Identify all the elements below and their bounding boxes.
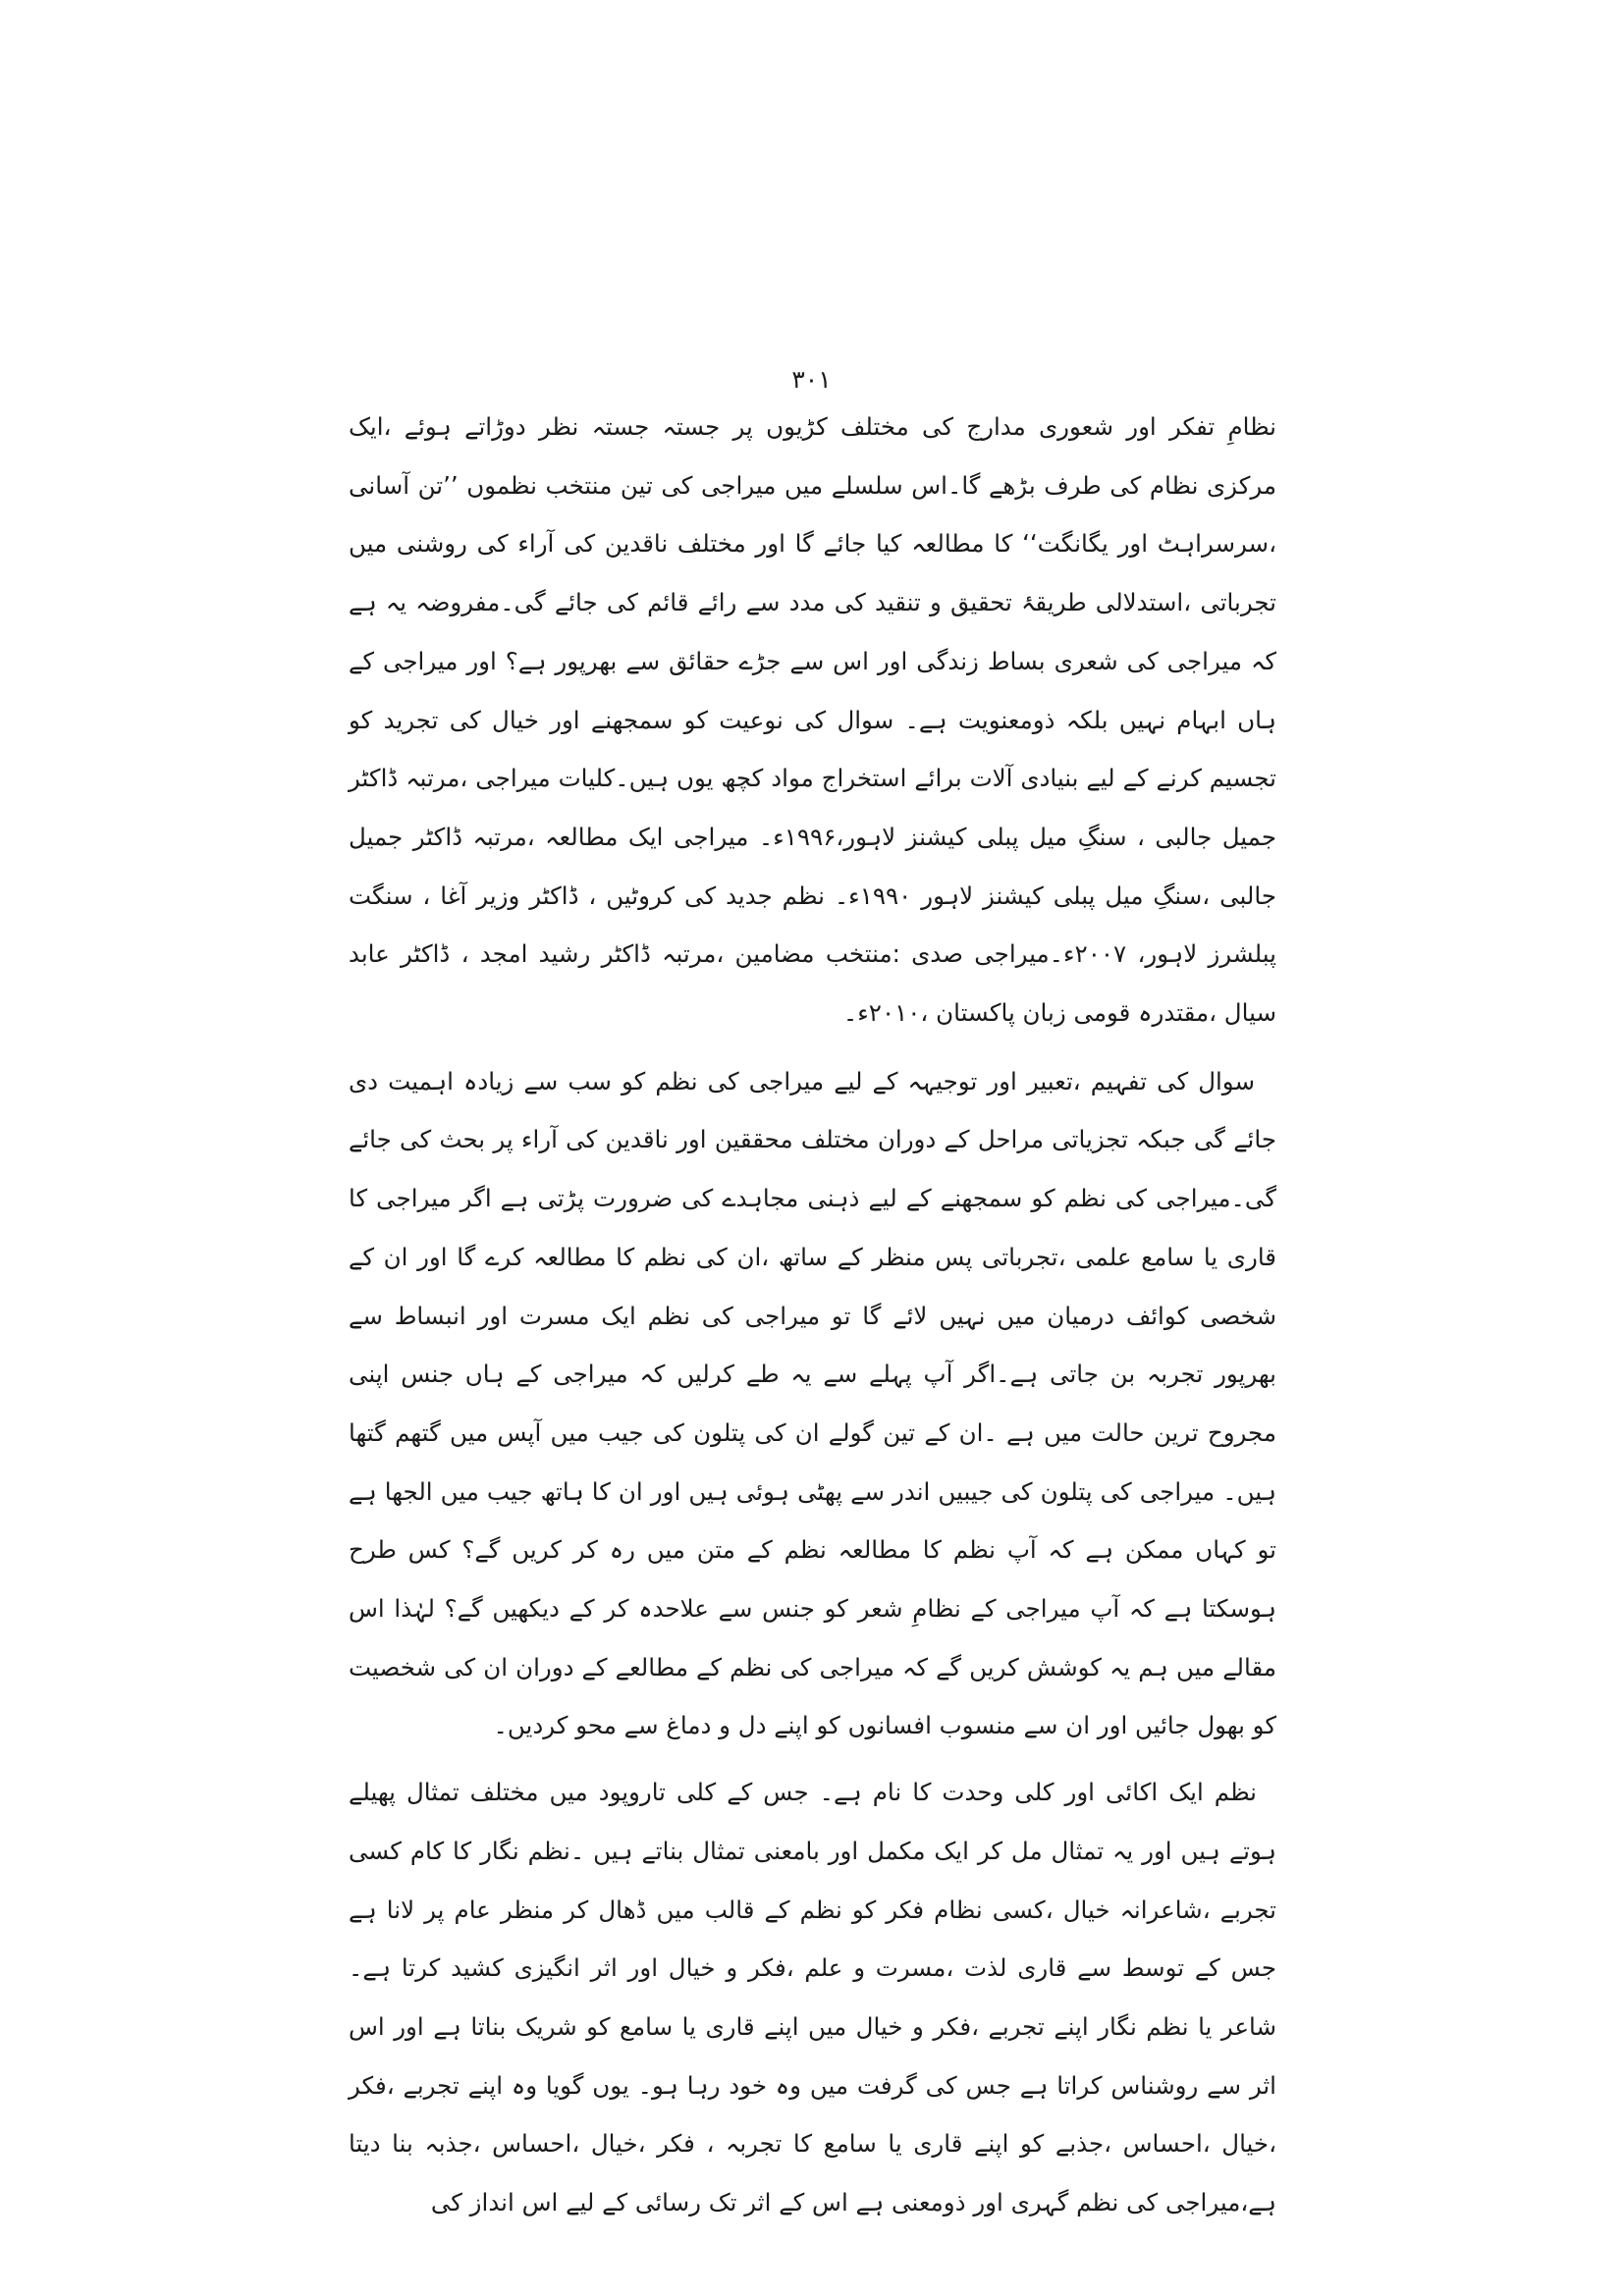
paragraph-1: نظامِ تفکر اور شعوری مدارج کی مختلف کڑیوں پر جستہ جستہ نظر دوڑاتے ہوئے ،ایک مرکزی نظام کی طرف بڑھے گا۔اس سلسلے میں میراجی کی تین منتخب نظموں ’’تن آسانی ،سرسراہٹ اور یگانگت‘‘ کا مطالعہ کیا جائے گا اور مختلف ناقدین کی آراء کی روشنی میں تجرباتی ،استدلالی طریقۂ تحقیق و تنقید کی مدد سے رائے قائم کی جائے گی۔مفروضہ یہ ہے کہ میراجی کی شعری بساط زندگی اور اس سے جڑے حقائق سے بھرپور ہے؟ اور میراجی کے ہاں ابہام نہیں بلکہ ذومعنویت ہے۔ سوال کی نوعیت کو سمجھنے اور خیال کی تجرید کو تجسیم کرنے کے لیے بنیادی آلات برائے استخراج مواد کچھ یوں ہیں۔کلیات میراجی ،مرتبہ ڈاکٹر جمیل جالبی ، سنگِ میل پبلی کیشنز لاہور،۱۹۹۶ء۔ میراجی ایک مطالعہ ،مرتبہ ڈاکٹر جمیل جالبی ،سنگِ میل پبلی کیشنز لاہور ۱۹۹۰ء۔ نظم جدید کی کروٹیں ، ڈاکٹر وزیر آغا ، سنگت پبلشرز لاہور، ۲۰۰۷ء۔میراجی صدی :منتخب مضامین ،مرتبہ ڈاکٹر رشید امجد ، ڈاکٹر عابد سیال ،مقتدرہ قومی زبان پاکستان ،۲۰۱۰ء۔: [349, 412, 1276, 1028]
paragraph-3: نظم ایک اکائی اور کلی وحدت کا نام ہے۔ جس کے کلی تاروپود میں مختلف تمثال پھیلے ہوتے ہیں اور یہ تمثال مل کر ایک مکمل اور بامعنی تمثال بناتے ہیں ۔نظم نگار کا کام کسی تجربے ،شاعرانہ خیال ،کسی نظام فکر کو نظم کے قالب میں ڈھال کر منظر عام پر لانا ہے جس کے توسط سے قاری لذت ،مسرت و علم ،فکر و خیال اور اثر انگیزی کشید کرتا ہے۔ شاعر یا نظم نگار اپنے تجربے ،فکر و خیال میں اپنے قاری یا سامع کو شریک بناتا ہے اور اس اثر سے روشناس کراتا ہے جس کی گرفت میں وہ خود رہا ہو۔ یوں گویا وہ اپنے تجربے ،فکر ،خیال ،احساس ،جذبے کو اپنے قاری یا سامع کا تجربہ ، فکر ،خیال ،احساس ،جذبہ بنا دیتا ہے،میراجی کی نظم گہری اور ذومعنی ہے اس کے اثر تک رسائی کے لیے اس انداز کی: [349, 1778, 1276, 2217]
page-number: ۳۰۱: [791, 365, 832, 394]
body-text: [349, 398, 1276, 2232]
paragraph-2: سوال کی تفہیم ،تعبیر اور توجیہہ کے لیے میراجی کی نظم کو سب سے زیادہ اہمیت دی جائے گی جبکہ تجزیاتی مراحل کے دوران مختلف محققین اور ناقدین کی آراء پر بحث کی جائے گی۔میراجی کی نظم کو سمجھنے کے لیے ذہنی مجاہدے کی ضرورت پڑتی ہے اگر میراجی کا قاری یا سامع علمی ،تجرباتی پس منظر کے ساتھ ،ان کی نظم کا مطالعہ کرے گا اور ان کے شخصی کوائف درمیان میں نہیں لائے گا تو میراجی کی نظم ایک مسرت اور انبساط سے بھرپور تجربہ بن جاتی ہے۔اگر آپ پہلے سے یہ طے کرلیں کہ میراجی کے ہاں جنس اپنی مجروح ترین حالت میں ہے ۔ان کے تین گولے ان کی پتلون کی جیب میں آپس میں گتھم گتھا ہیں۔ میراجی کی پتلون کی جیبیں اندر سے پھٹی ہوئی ہیں اور ان کا ہاتھ جیب میں الجھا ہے تو کہاں ممکن ہے کہ آپ نظم کا مطالعہ نظم کے متن میں رہ کر کریں گے؟ کس طرح ہوسکتا ہے کہ آپ میراجی کے نظامِ شعر کو جنس سے علاحدہ کر کے دیکھیں گے؟ لہٰذا اس مقالے میں ہم یہ کوشش کریں گے کہ میراجی کی نظم کے مطالعے کے دوران ان کی شخصیت کو بھول جائیں اور ان سے منسوب افسانوں کو اپنے دل و دماغ سے محو کردیں۔: [349, 1066, 1276, 1740]
